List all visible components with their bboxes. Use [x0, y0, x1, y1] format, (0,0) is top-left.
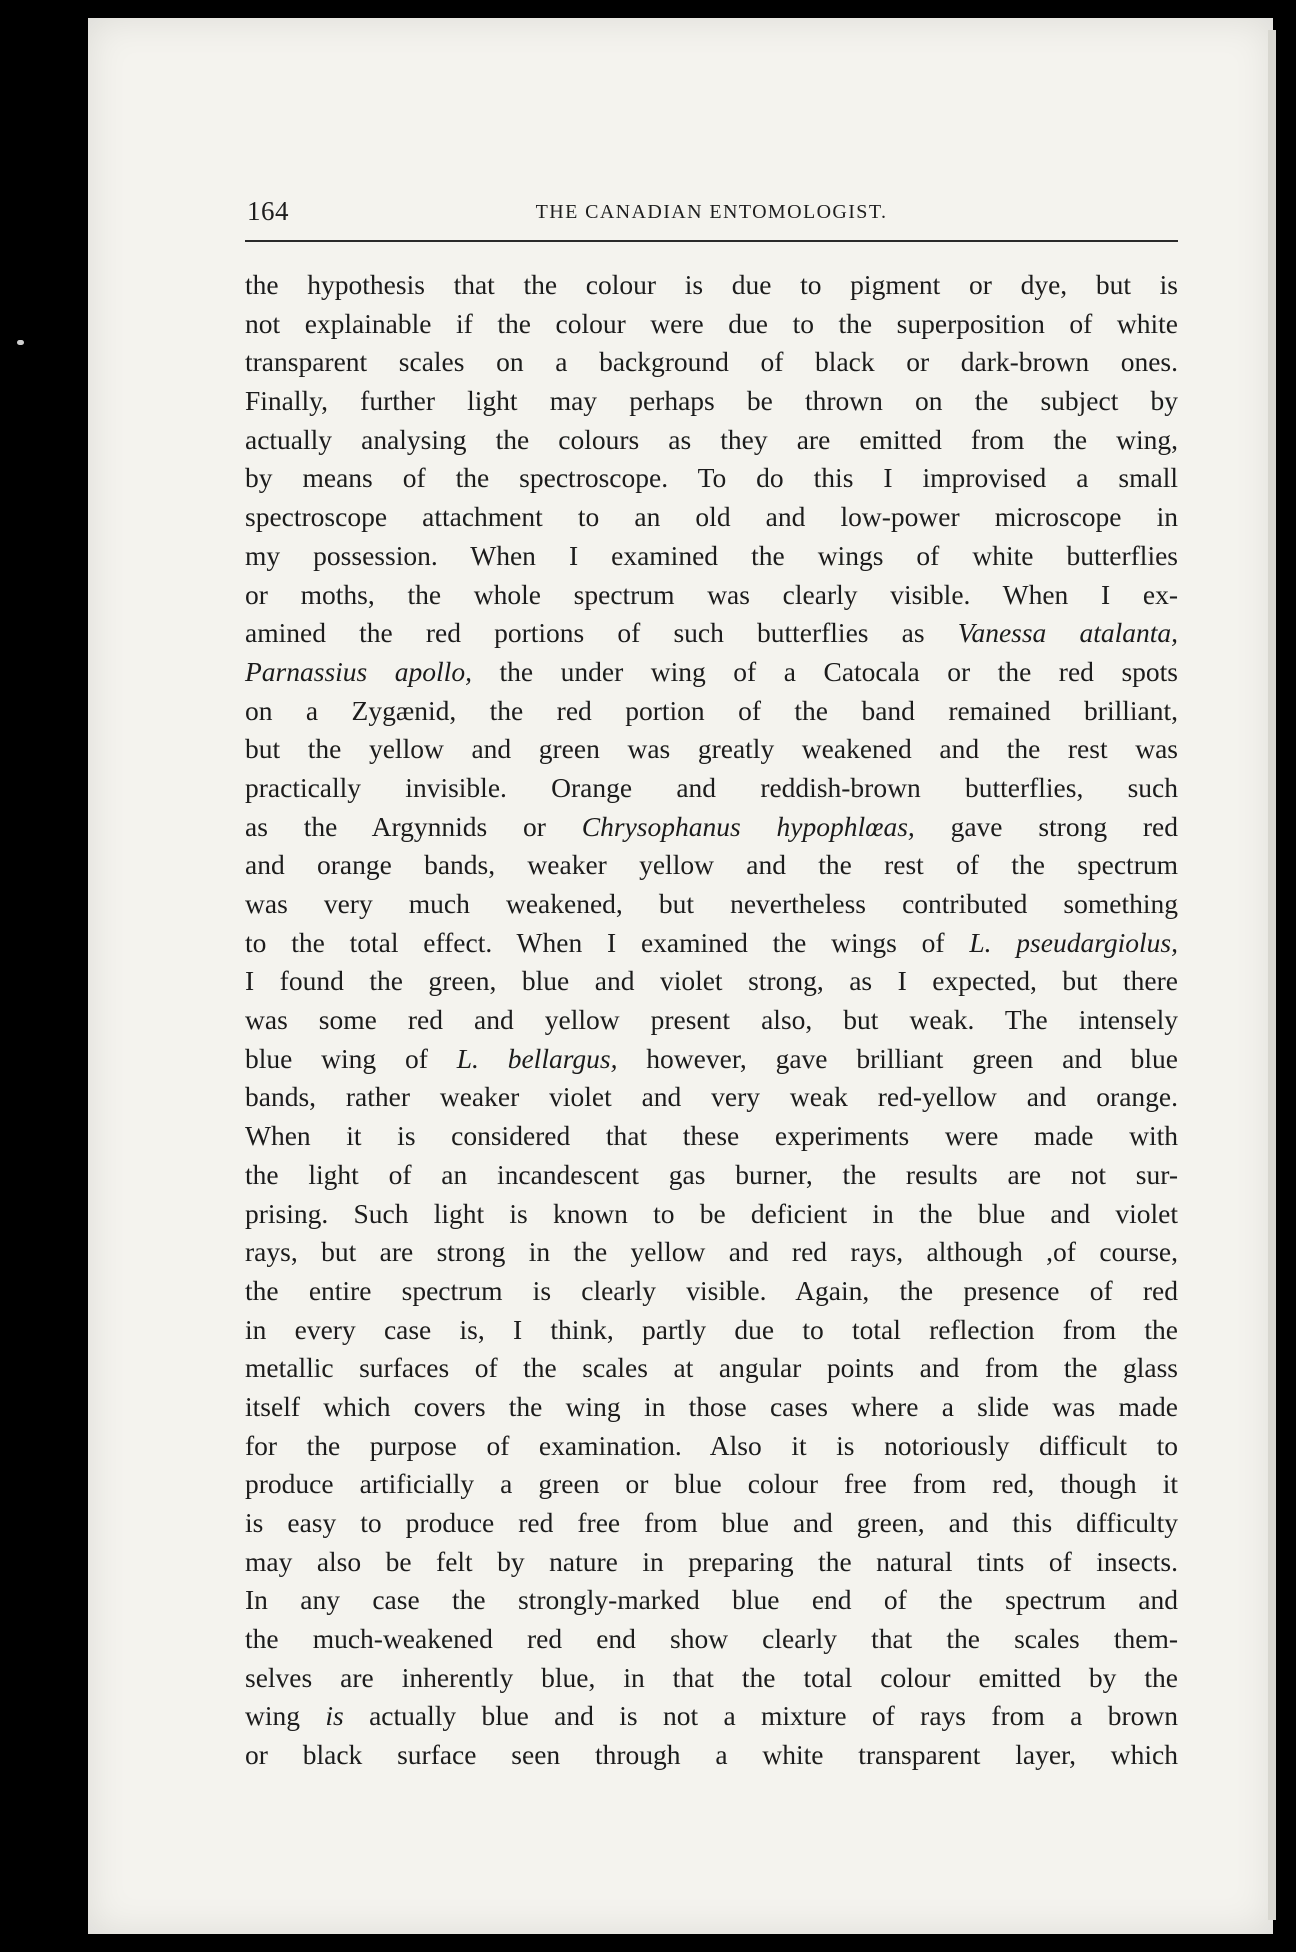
text-run: but the yellow and green was greatly weakened and the rest was: [245, 733, 1178, 765]
text-line: [245, 1736, 1178, 1775]
text-line: [245, 1233, 1178, 1272]
text-line: [245, 1504, 1178, 1543]
text-run: by means of the spectroscope. To do this I improvised a small: [245, 462, 1178, 494]
text-run: I found the green, blue and violet strong, as I expected, but there: [245, 965, 1178, 997]
text-run: spectroscope attachment to an old and low-power microscope in: [245, 501, 1178, 533]
text-run: was some red and yellow present also, but weak. The intensely: [245, 1004, 1178, 1036]
text-line: [245, 1156, 1178, 1195]
text-run: the under wing of a Catocala or the red spots: [471, 655, 1179, 687]
text-run: not explainable if the colour were due to the superposition of white: [245, 307, 1178, 339]
text-run: amined the red portions of such butterflies as: [245, 617, 958, 649]
text-run: itself which covers the wing in those cases where a slide was made: [245, 1390, 1178, 1422]
text-run: blue wing of: [245, 1042, 457, 1074]
italic-taxon-name: is: [325, 1700, 344, 1732]
page-edge-shadow: [1268, 30, 1276, 1920]
header-rule: [245, 240, 1178, 242]
text-line: [245, 846, 1178, 885]
text-run: was very much weakened, but nevertheless contributed something: [245, 888, 1178, 919]
text-line: [245, 1388, 1178, 1427]
text-run: selves are inherently blue, in that the total colour emitted by the: [245, 1661, 1178, 1693]
text-line: [245, 808, 1178, 847]
text-run: is easy to produce red free from blue and green, and this difficulty: [245, 1507, 1178, 1538]
text-line: [245, 1697, 1178, 1736]
text-line: [245, 1078, 1178, 1117]
text-line: [245, 266, 1178, 305]
text-run: wing: [245, 1700, 326, 1732]
scan-artifact-dot: [17, 340, 24, 345]
text-run: in every case is, I think, partly due to total reflection from the: [245, 1313, 1178, 1345]
page-number: 164: [247, 196, 289, 226]
text-line: [245, 614, 1178, 653]
text-line: [245, 498, 1178, 537]
text-line: [245, 1543, 1178, 1582]
text-line: [245, 730, 1178, 769]
text-run: to the total effect. When I examined the wings of: [245, 926, 970, 958]
italic-taxon-name: Vanessa atalanta,: [957, 617, 1178, 649]
text-line: [245, 1465, 1178, 1504]
text-run: as the Argynnids or: [245, 810, 582, 842]
text-run: and orange bands, weaker yellow and the rest of the spectrum: [245, 849, 1178, 881]
text-run: on a Zygænid, the red portion of the band remained brilliant,: [245, 694, 1178, 726]
text-run: the light of an incandescent gas burner, the results are not sur-: [245, 1158, 1178, 1190]
text-line: [245, 962, 1178, 1001]
text-run: rays, but are strong in the yellow and red rays, although ,of course,: [245, 1236, 1178, 1268]
text-line: [245, 459, 1178, 498]
text-run: In any case the strongly-marked blue end of the spectrum and: [245, 1584, 1178, 1616]
text-line: [245, 692, 1178, 731]
text-line: [245, 1581, 1178, 1620]
italic-taxon-name: L. bellargus,: [456, 1042, 618, 1074]
text-run: bands, rather weaker violet and very weak red-yellow and orange.: [245, 1081, 1178, 1113]
text-line: [245, 885, 1178, 924]
text-run: the much-weakened red end show clearly that the scales them-: [245, 1623, 1178, 1655]
running-head-title: THE CANADIAN ENTOMOLOGIST.: [535, 201, 888, 223]
text-run: practically invisible. Orange and reddish-brown butterflies, such: [245, 771, 1178, 803]
text-run: Finally, further light may perhaps be thrown on the subject by: [245, 385, 1178, 417]
text-line: [245, 1195, 1178, 1234]
text-run: the hypothesis that the colour is due to pigment or dye, but is: [245, 269, 1178, 300]
text-line: [245, 382, 1178, 421]
text-run: however, gave brilliant green and blue: [617, 1042, 1178, 1074]
text-run: the entire spectrum is clearly visible. Again, the presence of red: [245, 1274, 1178, 1306]
text-run: may also be felt by nature in preparing the natural tints of insects.: [245, 1545, 1178, 1577]
text-run: for the purpose of examination. Also it is notoriously difficult to: [245, 1429, 1178, 1461]
text-line: [245, 537, 1178, 576]
text-line: [245, 769, 1178, 808]
text-run: When it is considered that these experiments were made with: [245, 1120, 1178, 1152]
text-line: [245, 576, 1178, 615]
text-line: [245, 1040, 1178, 1079]
text-line: [245, 1117, 1178, 1156]
text-line: [245, 653, 1178, 692]
text-line: [245, 1272, 1178, 1311]
body-paragraph: [245, 266, 1178, 1775]
text-run: actually blue and is not a mixture of rays from a brown: [343, 1700, 1179, 1732]
text-line: [245, 1001, 1178, 1040]
italic-taxon-name: L. pseudargiolus,: [969, 926, 1178, 958]
italic-taxon-name: Parnassius apollo,: [245, 655, 472, 687]
text-run: metallic surfaces of the scales at angular points and from the glass: [245, 1352, 1178, 1384]
text-line: [245, 305, 1178, 344]
text-run: or black surface seen through a white transparent layer, which: [245, 1739, 1178, 1771]
text-line: [245, 1311, 1178, 1350]
page-header: [245, 196, 1178, 246]
text-line: [245, 343, 1178, 382]
text-run: prising. Such light is known to be deficient in the blue and violet: [245, 1197, 1178, 1229]
text-run: my possession. When I examined the wings of white butterflies: [245, 539, 1178, 571]
italic-taxon-name: Chrysophanus hypophlœas,: [581, 810, 915, 842]
text-line: [245, 1349, 1178, 1388]
text-run: produce artificially a green or blue colour free from red, though it: [245, 1468, 1178, 1500]
text-line: [245, 1620, 1178, 1659]
text-run: or moths, the whole spectrum was clearly visible. When I ex-: [245, 578, 1178, 610]
text-run: transparent scales on a background of black or dark-brown ones.: [245, 346, 1178, 378]
text-run: actually analysing the colours as they are emitted from the wing,: [245, 423, 1178, 455]
text-line: [245, 421, 1178, 460]
text-line: [245, 1427, 1178, 1466]
text-line: [245, 924, 1178, 963]
text-line: [245, 1659, 1178, 1698]
text-run: gave strong red: [914, 810, 1179, 842]
